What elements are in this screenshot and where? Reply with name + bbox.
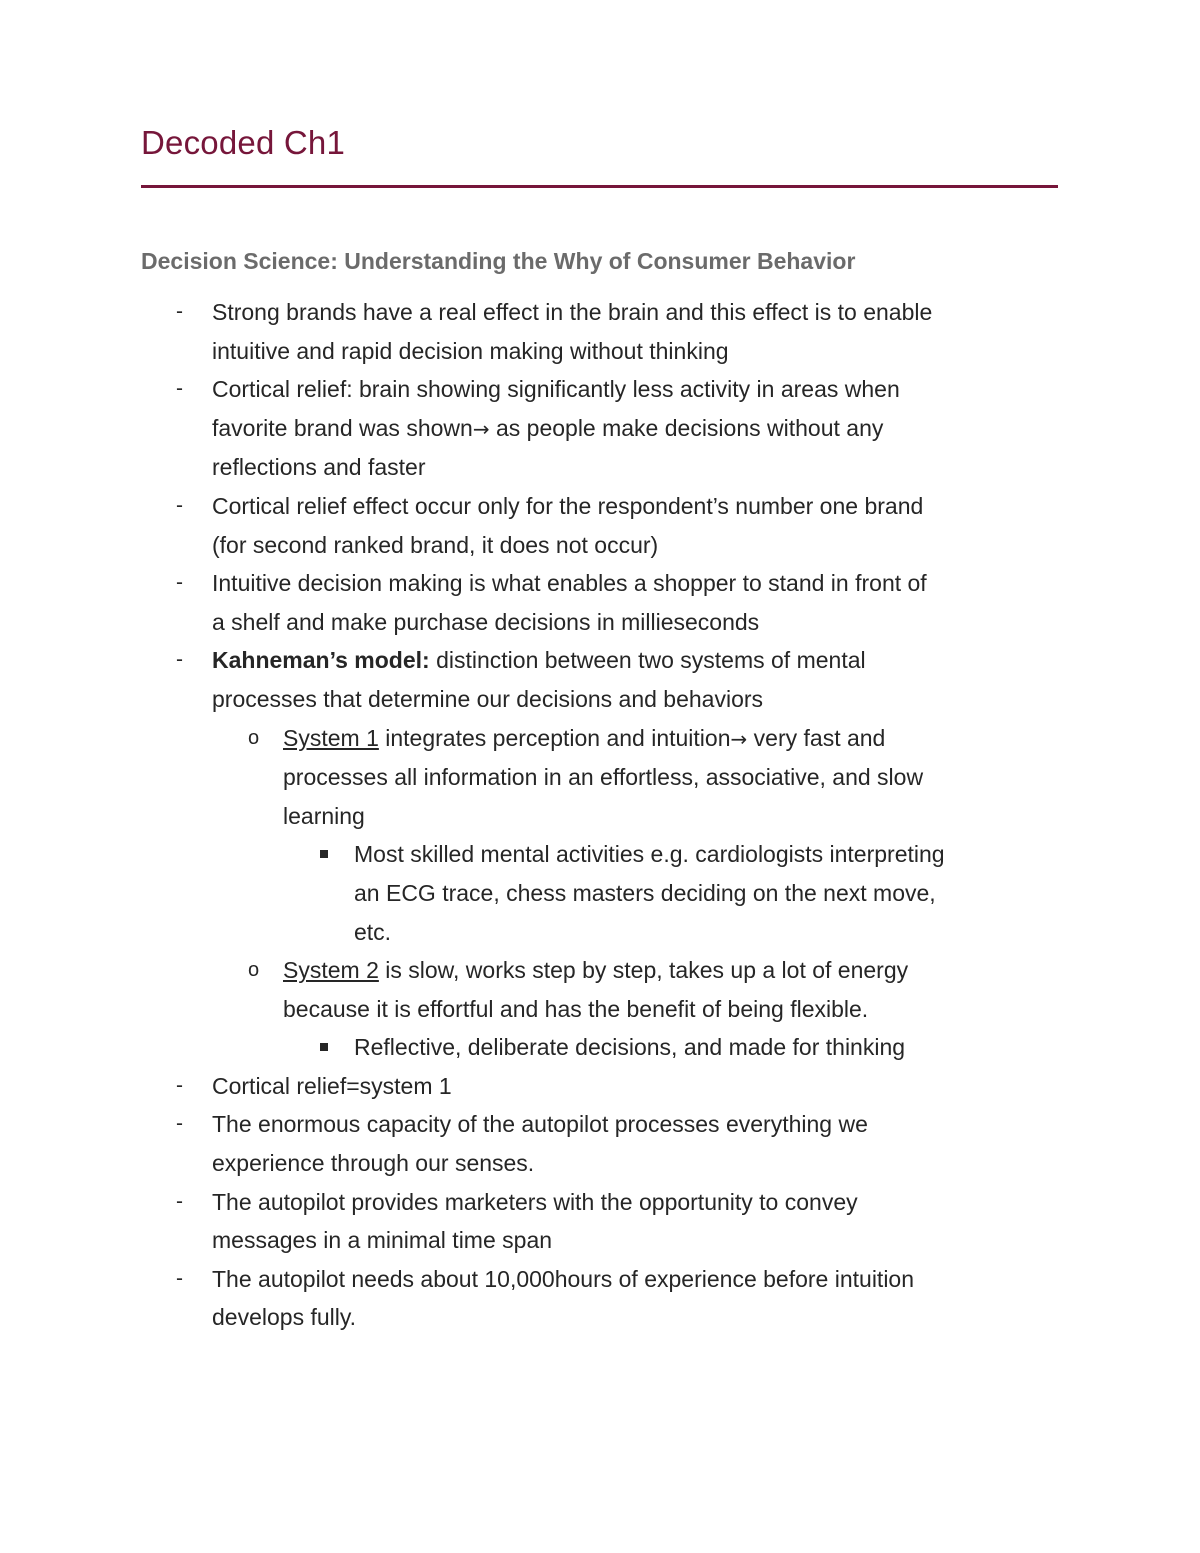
dash-bullet: - xyxy=(176,571,183,595)
section-heading: Decision Science: Understanding the Why of Consumer Behavior xyxy=(141,248,856,274)
item-text: is slow, works step by step, takes up a lot of energy xyxy=(378,957,909,984)
system-2-label: System 2 xyxy=(283,957,379,984)
item-text: Strong brands have a real effect in the brain and this effect is to enable xyxy=(212,299,933,325)
item-text: integrates perception and intuition xyxy=(378,724,731,751)
item-text: an ECG trace, chess masters deciding on the next move, xyxy=(354,879,936,906)
system-1-label: System 1 xyxy=(283,724,379,751)
item-text: The autopilot needs about 10,000hours of experience before intuition xyxy=(212,1265,915,1292)
notes-list xyxy=(0,293,1200,1337)
item-text: The autopilot provides marketers with the opportunity to convey xyxy=(212,1188,858,1215)
item-text-line xyxy=(212,409,1200,449)
document-title: Decoded Ch1 xyxy=(141,124,346,161)
item-text: distinction between two systems of mental xyxy=(429,647,866,674)
item-text: Most skilled mental activities e.g. cardiologists interpreting xyxy=(354,841,945,868)
item-text: because it is effortful and has the benefit of being flexible. xyxy=(283,995,869,1022)
list-item xyxy=(0,487,1200,564)
list-item xyxy=(0,1105,1200,1182)
sub-list-item-system-2 xyxy=(0,951,1200,1028)
circle-bullet: o xyxy=(248,726,260,749)
dash-bullet: - xyxy=(176,377,183,401)
item-text: Cortical relief=system 1 xyxy=(212,1072,452,1099)
list-item xyxy=(0,1260,1200,1337)
model-name: Kahneman’s model: xyxy=(212,647,430,674)
item-text: very fast and xyxy=(747,724,886,751)
right-arrow-icon: → xyxy=(730,726,748,751)
item-text: a shelf and make purchase decisions in millieseconds xyxy=(212,608,760,635)
right-arrow-icon: → xyxy=(472,416,490,441)
item-text: experience through our senses. xyxy=(212,1150,535,1177)
dash-bullet: - xyxy=(176,1112,183,1136)
dash-bullet: - xyxy=(176,1266,183,1290)
circle-bullet: o xyxy=(248,959,260,982)
item-text: The enormous capacity of the autopilot processes everything we xyxy=(212,1111,868,1138)
item-text-line xyxy=(283,951,1200,990)
item-text-line xyxy=(212,641,1200,680)
item-text: Cortical relief effect occur only for the respondent’s number one brand xyxy=(212,492,924,519)
item-text: messages in a minimal time span xyxy=(212,1227,553,1254)
item-text: reflections and faster xyxy=(212,454,426,481)
item-text: as people make decisions without any xyxy=(489,414,884,441)
list-item xyxy=(0,293,1200,370)
item-text: intuitive and rapid decision making without thinking xyxy=(212,337,729,364)
item-text: favorite brand was shown xyxy=(212,414,473,441)
list-item xyxy=(0,1183,1200,1260)
square-bullet-icon xyxy=(320,850,328,858)
item-text: develops fully. xyxy=(212,1304,357,1331)
dash-bullet: - xyxy=(176,1073,183,1097)
item-text: Reflective, deliberate decisions, and made for thinking xyxy=(354,1034,906,1061)
list-item xyxy=(0,1067,1200,1106)
item-text: (for second ranked brand, it does not occur) xyxy=(212,531,659,558)
dash-bullet: - xyxy=(176,300,183,323)
sub-sub-list-item xyxy=(0,1028,1200,1067)
list-item xyxy=(0,641,1200,718)
item-text: processes all information in an effortless, associative, and slow xyxy=(283,764,924,791)
item-text: processes that determine our decisions and behaviors xyxy=(212,685,764,712)
item-text-line xyxy=(283,719,1200,759)
item-text: etc. xyxy=(354,918,392,945)
square-bullet-icon xyxy=(320,1043,328,1051)
dash-bullet: - xyxy=(176,648,183,672)
dash-bullet: - xyxy=(176,493,183,517)
sub-sub-list-item xyxy=(0,835,1200,951)
sub-list-item-system-1 xyxy=(0,719,1200,836)
item-text: Cortical relief: brain showing significantly less activity in areas when xyxy=(212,376,900,403)
dash-bullet: - xyxy=(176,1189,183,1213)
item-text: Intuitive decision making is what enables a shopper to stand in front of xyxy=(212,570,927,597)
list-item xyxy=(0,564,1200,641)
item-text: learning xyxy=(283,802,365,829)
list-item xyxy=(0,370,1200,487)
title-underline-rule xyxy=(141,185,1058,188)
